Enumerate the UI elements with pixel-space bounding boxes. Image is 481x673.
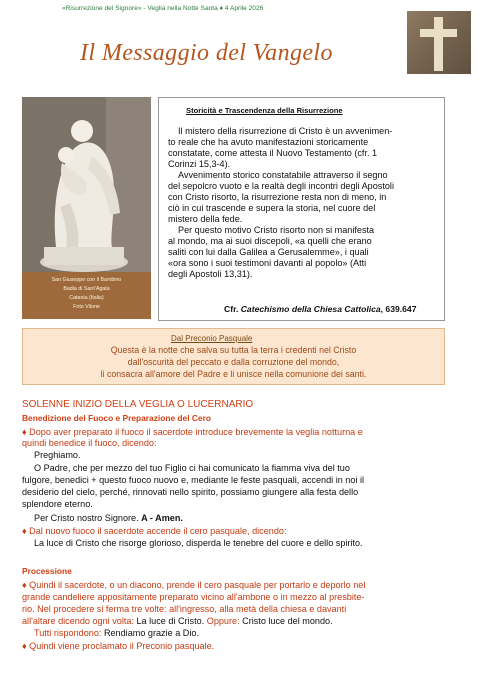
preconio-line: Questa è la notte che salva su tutta la terra i credenti nel Cristo [110, 345, 357, 355]
article-line: Avvenimento storico constatabile attraverso il segno [178, 170, 388, 180]
photo-caption-line: Badia di Sant'Agata [63, 286, 110, 292]
photo-caption-line: Catania (Italia) [69, 295, 104, 301]
article-line: Per questo motivo Cristo risorto non si manifesta [178, 225, 375, 235]
section-subtitle: Benedizione del Fuoco e Preparazione del Cero [22, 413, 211, 423]
processione-title: Processione [22, 566, 72, 576]
diamond-bullet-icon: ♦ [22, 580, 30, 590]
article-line: to reale che ha avuto manifestazioni storicamente [168, 137, 369, 147]
photo-caption-line: San Giuseppe con il Bambino [51, 277, 122, 283]
section-title: SOLENNE INIZIO DELLA VEGLIA O LUCERNARIO [22, 399, 254, 410]
prayer-line: O Padre, che per mezzo del tuo Figlio ci hai comunicato la fiamma viva del tuo [34, 463, 350, 473]
article-line: degli Apostoli 13,31). [168, 269, 253, 279]
prayer-conclusion: Per Cristo nostro Signore. A - Amen. [34, 513, 183, 523]
preconio-line: dall'oscurità del peccato e dalla corruzione del mondo, [127, 357, 340, 367]
article-reference: Cfr. Catechismo della Chiesa Cattolica, 639.647 [224, 304, 417, 314]
rubric-line: quindi benedice il fuoco, dicendo: [22, 438, 157, 448]
article-line: con Cristo risorto, la risurrezione resta non di meno, in [168, 192, 387, 202]
article-line: constatate, come attesta il Nuovo Testamento (cfr. 1 [168, 148, 378, 158]
article-line: del sepolcro vuoto e la realtà degli incontri degli Apostoli [168, 181, 394, 191]
rubric-line: all'altare dicendo ogni volta: La luce di Cristo. Oppure: Cristo luce del mondo. [22, 616, 333, 626]
statue-illustration [22, 97, 151, 272]
preconio-line: li consacra all'amore del Padre e li unisce nella comunione dei santi. [100, 369, 367, 379]
article-line: al mondo, ma ai suoi discepoli, «a quelli che erano [168, 236, 372, 246]
rubric-line: grande candeliere appositamente preparato vicino all'ambone o in mezzo al presbite- [22, 592, 365, 602]
rubric-line: ♦ Quindi il sacerdote, o un diacono, prende il cero pasquale per portarlo e deporlo nel [22, 580, 366, 590]
cross-icon [434, 17, 443, 71]
preconio-title: Dal Preconio Pasquale [171, 334, 253, 343]
article-line: Corinzi 15,3-4). [168, 159, 231, 169]
prayer-line: splendore eterno. [22, 499, 93, 509]
rubric-line: ♦ Dal nuovo fuoco il sacerdote accende il cero pasquale, dicendo: [22, 526, 287, 536]
prayer-intro: Preghiamo. [34, 450, 81, 460]
statue-photo [22, 97, 151, 272]
prayer-line: desiderio del cielo, perché, rinnovati nello spirito, possiamo giungere alla festa dello [22, 487, 359, 497]
diamond-bullet-icon: ♦ [22, 427, 30, 437]
page-title: Il Messaggio del Vangelo [80, 40, 333, 66]
prayer-line: fulgore, benedici + questo fuoco nuovo e, mediante le feste pasquali, accendi in noi il [22, 475, 365, 485]
rubric-line: ♦ Dopo aver preparato il fuoco il sacerdote introduce brevemente la veglia notturna e [22, 427, 363, 437]
article-line: saliti con lui dalla Galilea a Gerusalemme», i quali [168, 247, 369, 257]
cross-icon-beam [420, 29, 457, 37]
candle-words: La luce di Cristo che risorge glorioso, disperda le tenebre del cuore e dello spirito. [34, 538, 363, 548]
diamond-bullet-icon: ♦ [22, 526, 30, 536]
rubric-line: ♦ Quindi viene proclamato il Preconio pasquale. [22, 641, 215, 651]
article-title: Storicità e Trascendenza della Risurrezione [186, 106, 343, 115]
article-line: mistero della fede. [168, 214, 243, 224]
rubric-line: Tutti rispondono: Rendiamo grazie a Dio. [34, 628, 199, 638]
article-line: ciò in cui trascende e supera la storia, nel cuore del [168, 203, 376, 213]
rubric-line: rio. Nel procedere si ferma tre volte: all'ingresso, alla metà della chiesa e davanti [22, 604, 347, 614]
article-line: Il mistero della risurrezione di Cristo è un avvenimen- [178, 126, 393, 136]
photo-caption-line: Foto Vilone [73, 304, 100, 310]
header-top-line: «Risurrezione del Signore» - Veglia nella Notte Santa ♦ 4 Aprile 2026 [62, 5, 264, 12]
article-line: «ora sono i suoi testimoni davanti al popolo» (Atti [168, 258, 367, 268]
diamond-bullet-icon: ♦ [22, 641, 30, 651]
